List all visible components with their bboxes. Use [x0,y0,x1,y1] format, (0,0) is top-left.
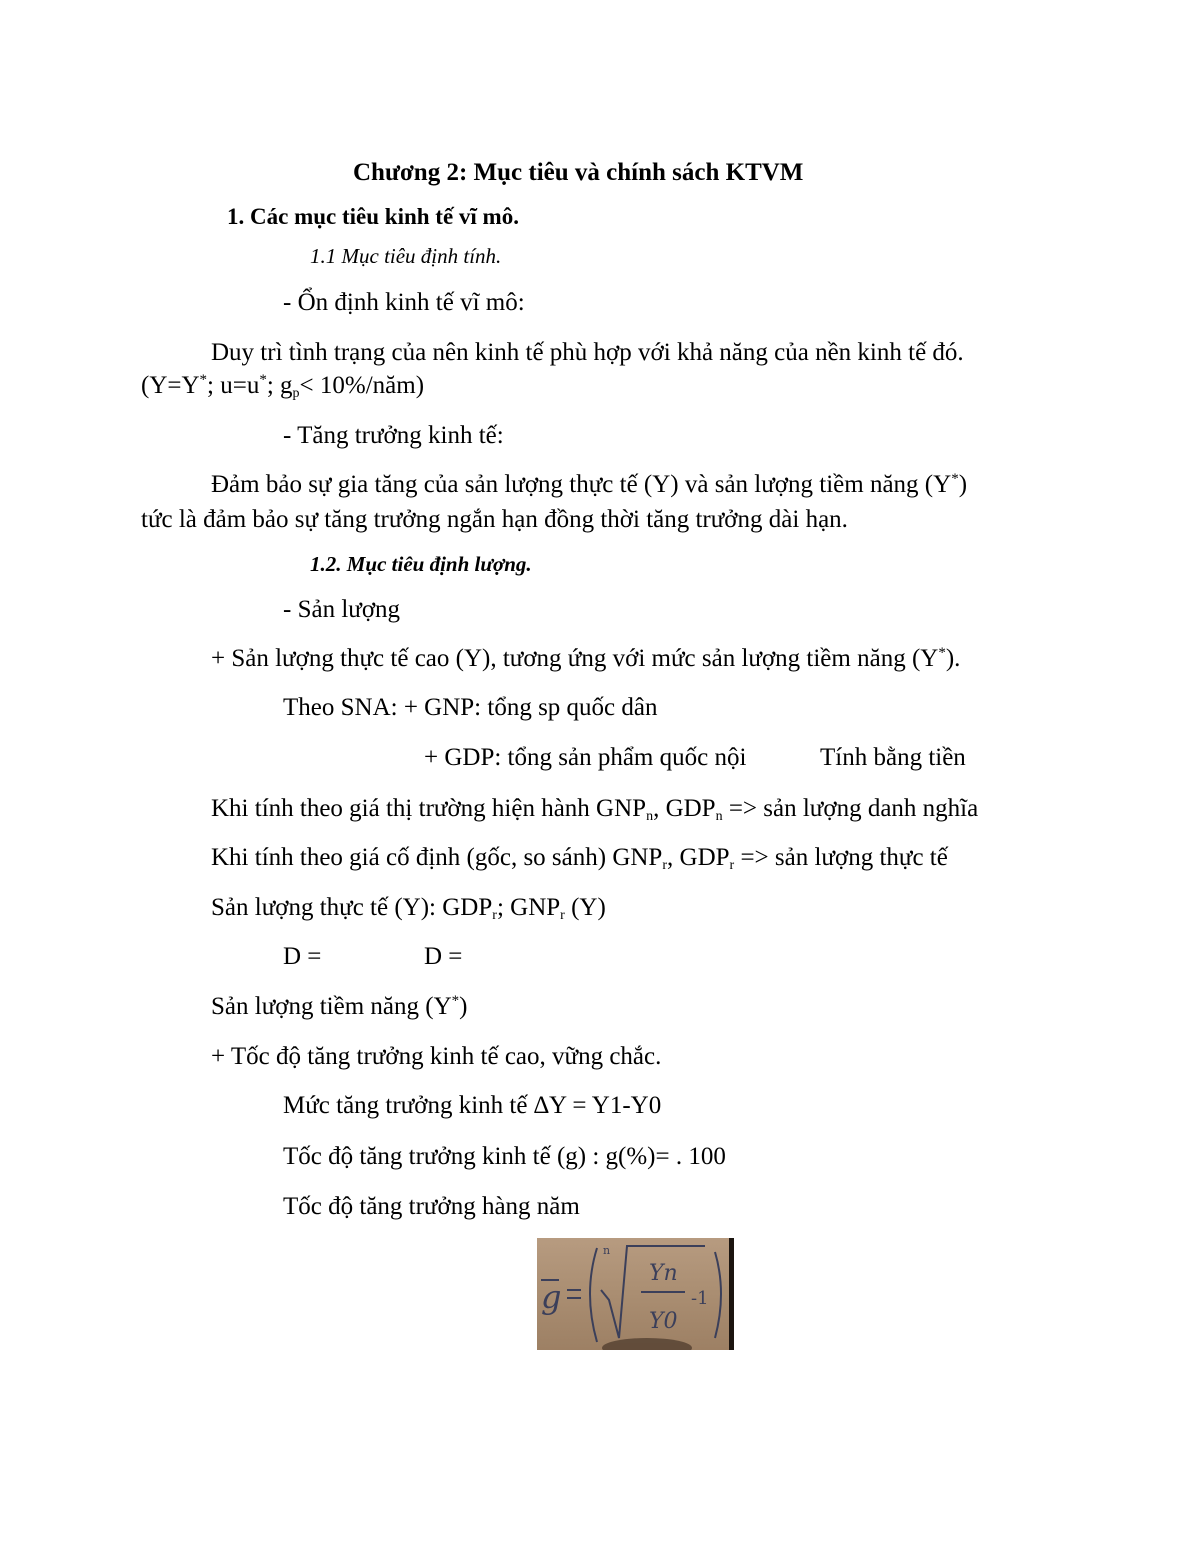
deflator-label-1: D = [283,943,322,970]
potential-output-line: Sản lượng tiềm năng (Y*) [211,993,468,1020]
growth-paragraph-line2: tức là đảm bảo sự tăng trưởng ngắn hạn đồng thời tăng trưởng dài hạn. [141,506,848,533]
svg-text:g: g [541,1278,562,1316]
annual-growth-line: Tốc độ tăng trưởng hàng năm [283,1193,580,1220]
sna-gdp-line: + GDP: tổng sản phẩm quốc nội [424,744,747,771]
subsection-heading-qualitative: 1.1 Mục tiêu định tính. [310,244,502,268]
sna-money-note: Tính bằng tiền [820,744,966,771]
real-output-line: Khi tính theo giá cố định (gốc, so sánh) $GNP_r$, $GDP_r$ => sản lượng thực tế [211,844,948,873]
nominal-output-line: Khi tính theo giá thị trường hiện hành $GNP_n$, $GDP_n$ => sản lượng danh nghĩa [211,795,979,824]
stability-heading: - Ổn định kinh tế vĩ mô: [283,289,525,316]
actual-output-line: Sản lượng thực tế (Y): $GDP_r$; $GNP_r$ (Y) [211,894,606,923]
growth-paragraph-line1: Đảm bảo sự gia tăng của sản lượng thực tế (Y) và sản lượng tiềm năng (Y*) [211,471,968,498]
output-line: + Sản lượng thực tế cao (Y), tương ứng với mức sản lượng tiềm năng (Y*). [211,645,961,672]
chapter-title: Chương 2: Mục tiêu và chính sách KTVM [353,159,804,186]
growth-rate-heading: + Tốc độ tăng trưởng kinh tế cao, vững chắc. [211,1043,662,1070]
stability-condition: (Y=Y*; u=u*; $g_p<$ 10%/năm) [141,372,425,401]
growth-heading: - Tăng trưởng kinh tế: [283,422,504,449]
svg-text:n: n [603,1244,611,1257]
sna-gnp-line: Theo SNA: + GNP: tổng sp quốc dân [283,694,658,721]
subsection-heading-quantitative: 1.2. Mục tiêu định lượng. [310,552,532,576]
stability-paragraph: Duy trì tình trạng của nên kinh tế phù hợp với khả năng của nền kinh tế đó. [211,339,964,366]
svg-text:-1: -1 [691,1288,709,1309]
growth-rate-line: Tốc độ tăng trưởng kinh tế (g) : g(%)= . 100 [283,1143,726,1170]
deflator-label-2: D = [424,943,463,970]
svg-text:Yn: Yn [649,1261,678,1286]
growth-delta-line: Mức tăng trưởng kinh tế ∆Y = Y1-Y0 [283,1092,662,1119]
handwritten-formula-photo [537,1238,734,1350]
section-heading: 1. Các mục tiêu kinh tế vĩ mô. [227,204,519,229]
output-heading: - Sản lượng [283,596,401,623]
svg-text:Y0: Y0 [649,1309,678,1334]
handwritten-formula-drawing [537,1238,734,1350]
